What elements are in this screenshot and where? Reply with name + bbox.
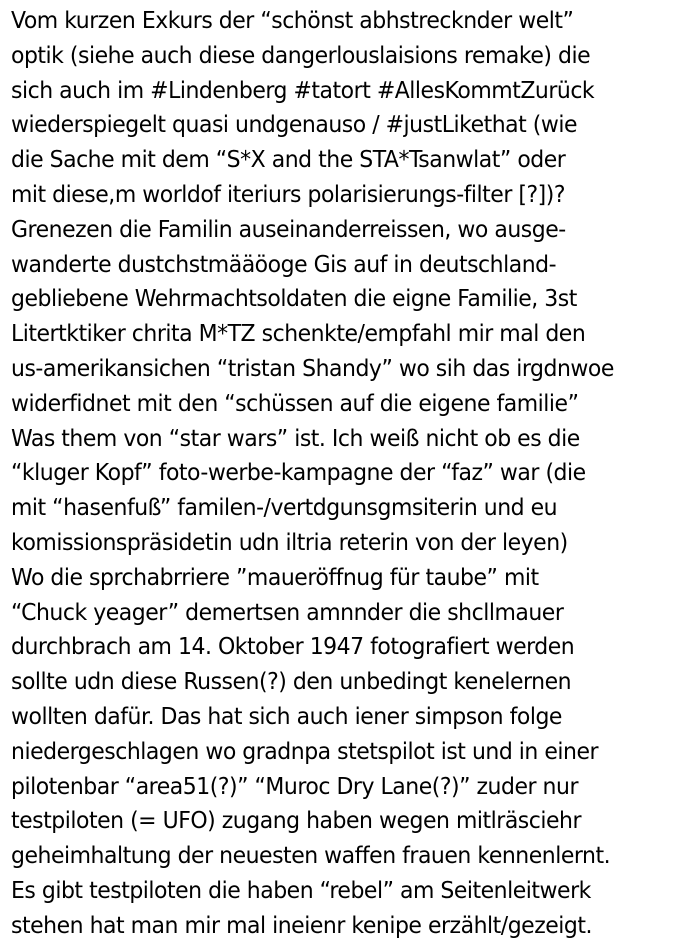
text-line: Litertktiker chrita M*TZ schenkte/empfahl mir mal den <box>11 321 586 348</box>
text-line: komissionspräsidetin udn iltria reterin von der leyen) <box>11 529 568 556</box>
text-line: niedergeschlagen wo gradnpa stetspilot ist und in einer <box>11 738 599 765</box>
text-line: die Sache mit dem “S*X and the STA*Tsanwlat” oder <box>11 147 566 174</box>
text-line: gebliebene Wehrmachtsoldaten die eigne Familie, 3st <box>11 286 577 313</box>
text-line: optik (siehe auch diese dangerlouslaisions remake) die <box>11 42 591 69</box>
text-line: Grenezen die Familin auseinanderreissen, wo ausge- <box>11 216 566 243</box>
text-line: pilotenbar “area51(?)” “Muroc Dry Lane(?)” zuder nur <box>11 773 579 800</box>
text-line: wiederspiegelt quasi undgenauso / #justLikethat (wie <box>11 112 578 139</box>
text-line: stehen hat man mir mal ineienr kenipe erzählt/gezeigt. <box>11 912 593 939</box>
text-line: Vom kurzen Exkurs der “schönst abhstrecknder welt” <box>11 8 574 34</box>
text-line: mit diese,m worldof iteriurs polarisierungs-filter [?])? <box>11 181 566 208</box>
text-line: testpiloten (= UFO) zugang haben wegen mitlräsciehr <box>11 808 582 835</box>
text-body <box>11 4 681 944</box>
text-line: wollten dafür. Das hat sich auch iener simpson folge <box>11 703 562 730</box>
text-line: sich auch im #Lindenberg #tatort #AllesKommtZurück <box>11 77 595 104</box>
text-line: “Chuck yeager” demertsen amnnder die shcllmauer <box>11 599 564 626</box>
text-line: Es gibt testpiloten die haben “rebel” am Seitenleitwerk <box>11 877 591 904</box>
text-line: sollte udn diese Russen(?) den unbedingt kenelernen <box>11 669 572 696</box>
text-line: Wo die sprchabrriere ”maueröffnug für taube” mit <box>11 564 539 591</box>
text-line: wanderte dustchstmääöoge Gis auf in deutschland- <box>11 251 557 278</box>
text-line: durchbrach am 14. Oktober 1947 fotografiert werden <box>11 634 575 661</box>
text-line: geheimhaltung der neuesten waffen frauen kennenlernt. <box>11 843 611 870</box>
text-line: Was them von “star wars” ist. Ich weiß nicht ob es die <box>11 425 580 452</box>
text-line: “kluger Kopf” foto-werbe-kampagne der “faz” war (die <box>11 460 586 487</box>
text-line: widerfidnet mit den “schüssen auf die eigene familie” <box>11 390 579 417</box>
text-line: us-amerikansichen “tristan Shandy” wo sih das irgdnwoe <box>11 355 614 382</box>
text-line: mit “hasenfuß” familen-/vertdgunsgmsiterin und eu <box>11 495 558 522</box>
